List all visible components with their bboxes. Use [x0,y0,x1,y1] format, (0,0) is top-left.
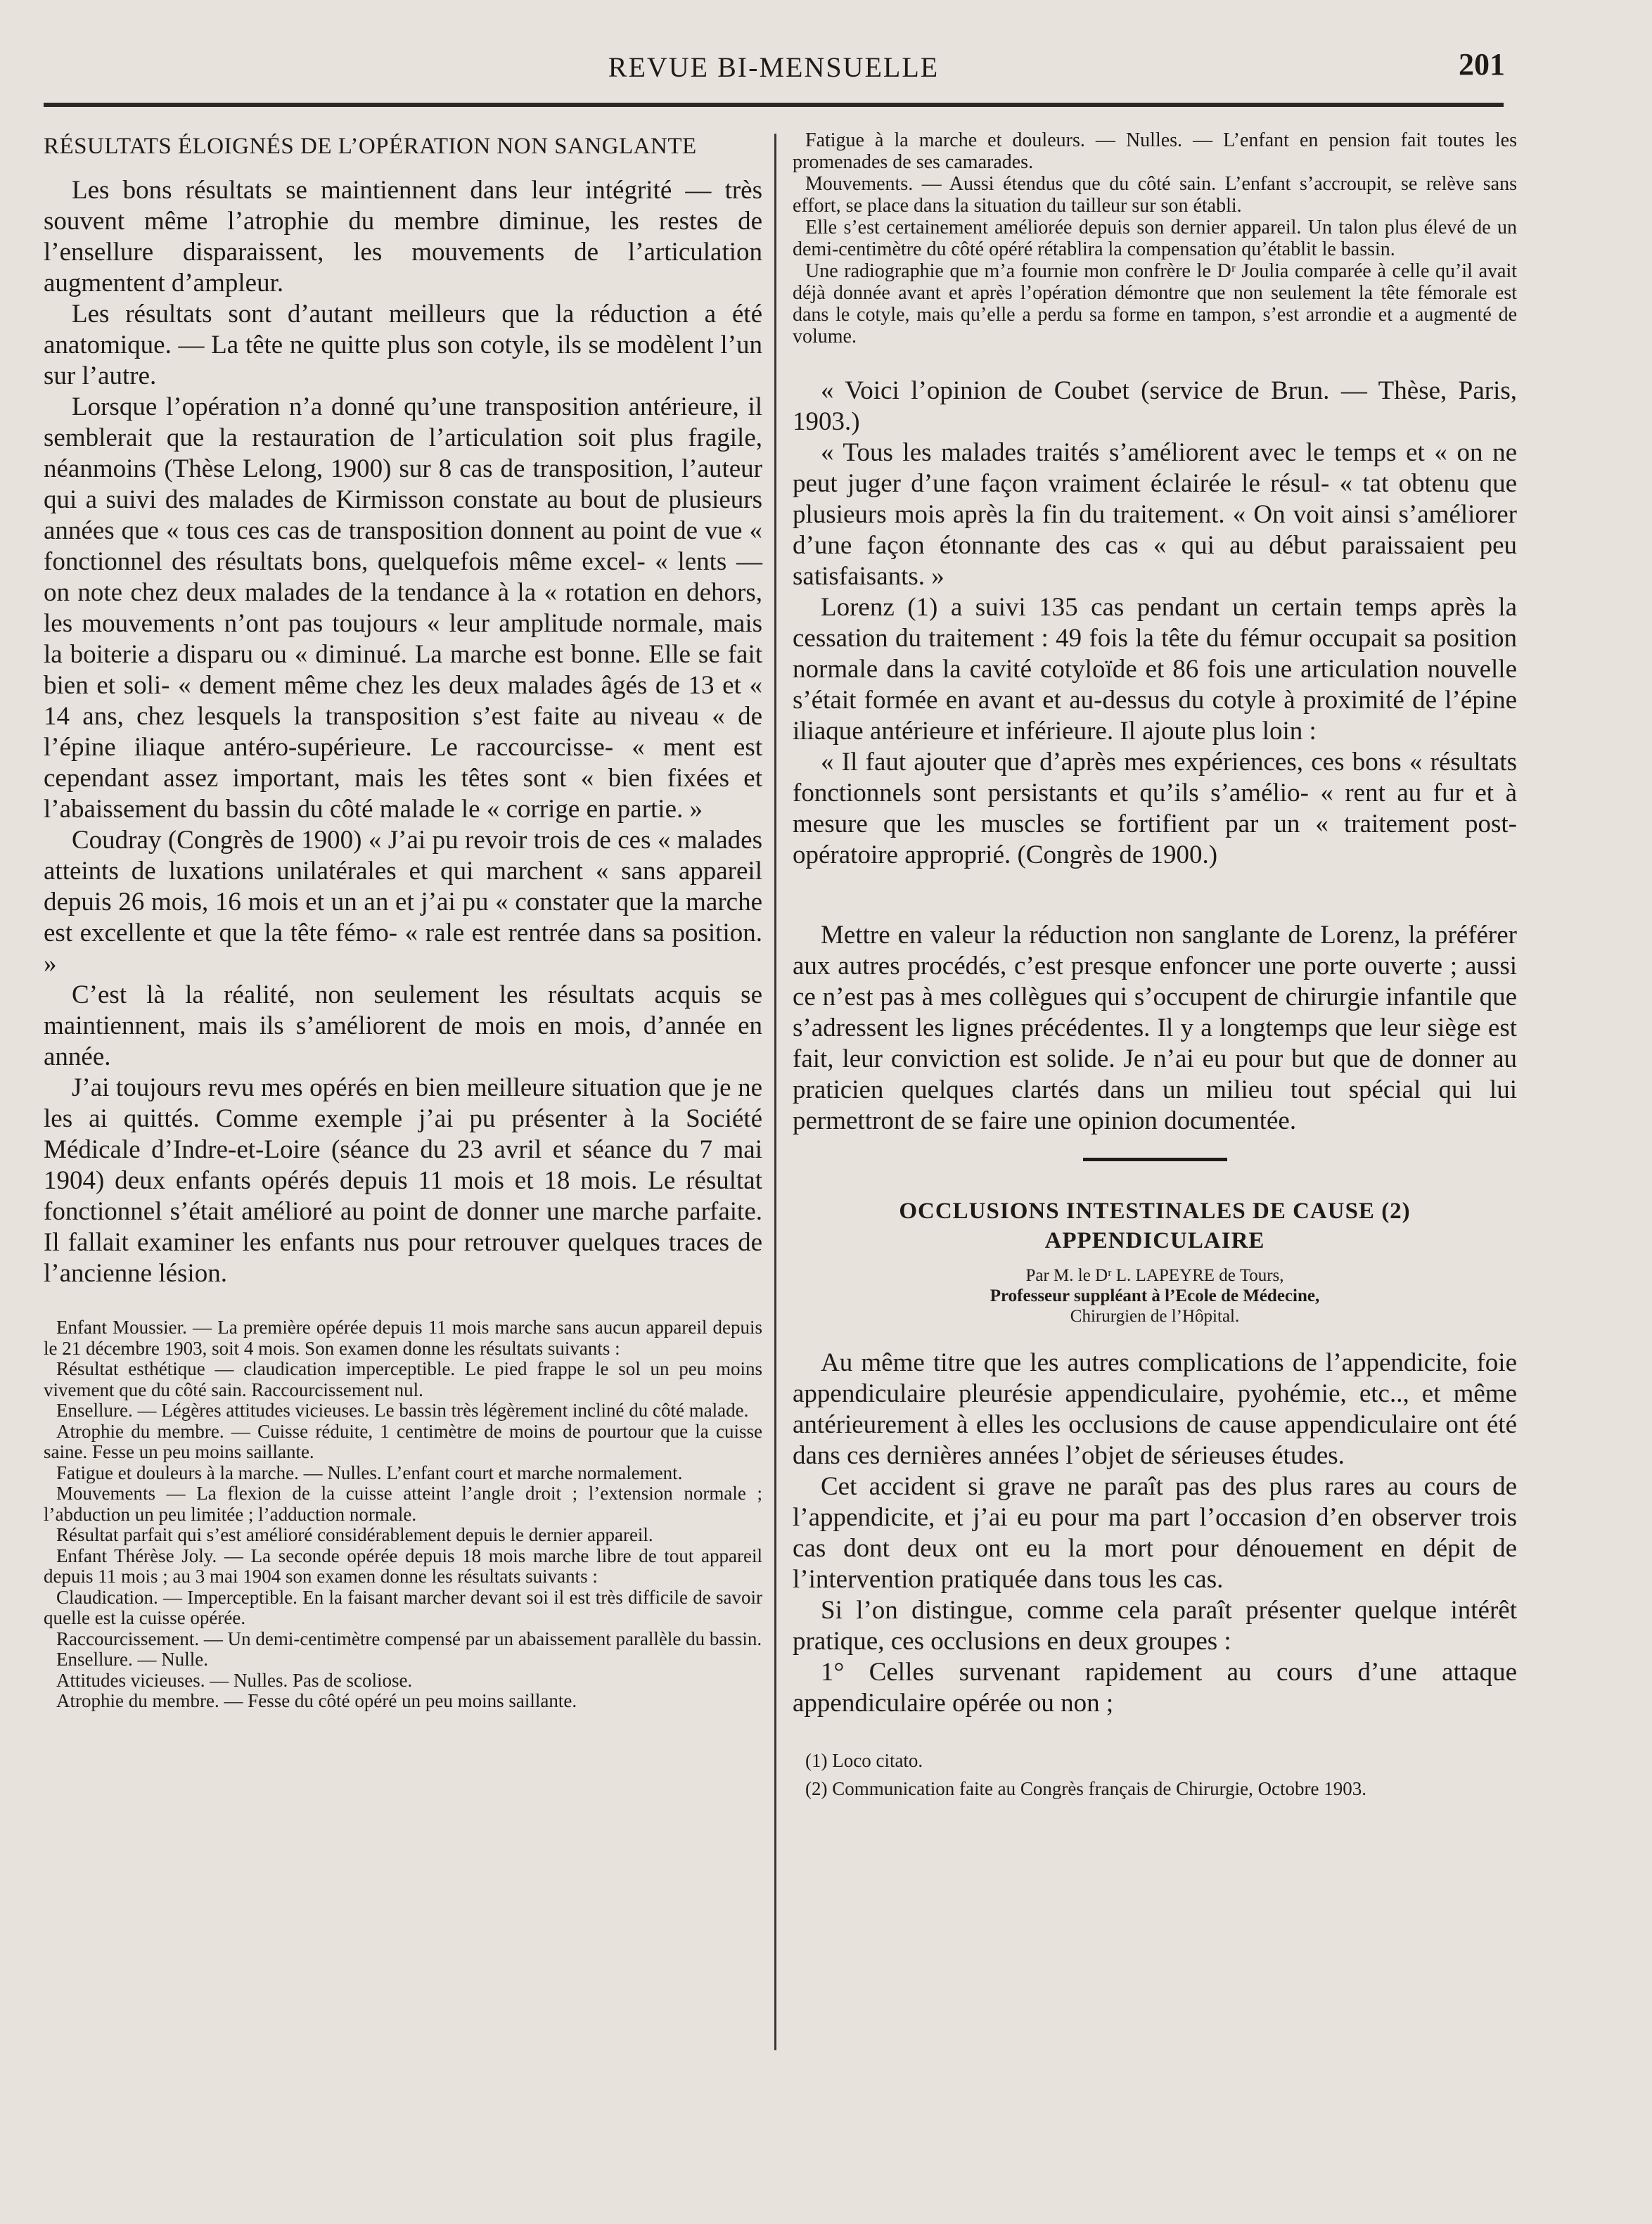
paragraph: Lorsque l’opération n’a donné qu’une transposition antérieure, il semblerait que la restauration de l’articulation soit plus fragile, néanmoins (Thèse Lelong, 1900) sur 8 cas de transposition, l’auteur qui a suivi des malades de Kirmisson constate au bout de plusieurs années que « tous ces cas de transposition donnent au point de vue « fonctionnel des résultats bons, quelquefois même excel- « lents — on note chez deux malades de la tendance à la « rotation en dehors, les mouvements n’ont pas toujours « leur amplitude normale, mais la boiterie a disparu ou « diminué. La marche est bonne. Elle se fait bien et soli- « dement même chez les deux malades âgés de 13 et « 14 ans, chez lesquels la transposition s’est faite au niveau « de l’épine iliaque antéro-supérieure. Le raccourcisse- « ment est cependant assez important, mais les têtes sont « bien fixées et l’abaissement du bassin du côté malade le « corrige en partie. » [44,392,762,824]
byline-author: Par M. le Dʳ L. LAPEYRE de Tours, [1025,1266,1284,1285]
paragraph: « Il faut ajouter que d’après mes expériences, ces bons « résultats fonctionnels sont persistants et qu’ils s’amélio- « rent au fur et à mesure que les muscles se fortifient par un « traitement post-opératoire approprié. (Congrès de 1900.) [793,748,1517,869]
paragraph: « Tous les malades traités s’améliorent avec le temps et « on ne peut juger d’une façon vraiment éclairée le résul- « tat obtenu que plusieurs mois après la fin du traitement. « On voit ainsi s’améliorer d’une façon étonnante des cas « qui au début paraissaient peu satisfaisants. » [793,438,1517,591]
case-note: Atrophie du membre. — Cuisse réduite, 1 centimètre de moins de pourtour que la cuisse saine. Fesse un peu moins saillante. [44,1420,762,1462]
case-note: Mouvements. — Aussi étendus que du côté sain. L’enfant s’accroupit, se relève sans effort, se place dans la situation du tailleur sur son établi. [793,173,1517,217]
footnote: (1) Loco citato. [805,1750,923,1771]
page-header [42,42,1505,91]
section-heading: RÉSULTATS ÉLOIGNÉS DE L’OPÉRATION NON SANGLANTE [44,134,697,159]
paragraph: « Voici l’opinion de Coubet (service de Brun. — Thèse, Paris, 1903.) [793,376,1517,436]
case-note: Ensellure. — Légères attitudes vicieuses. Le bassin très légèrement incliné du côté malade. [56,1400,749,1421]
case-note: Fatigue à la marche et douleurs. — Nulles. — L’enfant en pension fait toutes les promenades de ses camarades. [793,129,1517,173]
paragraph: Si l’on distingue, comme cela paraît présenter quelque intérêt pratique, ces occlusions en deux groupes : [793,1596,1517,1656]
case-note: Résultat parfait qui s’est amélioré considérablement depuis le dernier appareil. [56,1524,653,1545]
header-rule [44,103,1504,107]
case-note: Raccourcissement. — Un demi-centimètre compensé par un abaissement parallèle du bassin. [56,1628,762,1649]
paragraph: Au même titre que les autres complications de l’appendicite, foie appendiculaire pleurésie appendiculaire, pyohémie, etc.., et même antérieurement à elles les occlusions de cause appendiculaire ont été dans ces dernières années l’objet de sérieuses études. [793,1348,1517,1470]
article-title: APPENDICULAIRE [1044,1228,1265,1253]
paragraph: Mettre en valeur la réduction non sanglante de Lorenz, la préférer aux autres procédés, c’est presque enfoncer une porte ouverte ; aussi ce n’est pas à mes collègues qui s’occupent de chirurgie infantile que s’adressent les lignes précédentes. Il y a longtemps que leur siège est fait, leur conviction est solide. Je n’ai eu pour but que de donner au praticien quelques clartés dans un milieu tout spécial qui lui permettront de se faire une opinion documentée. [793,921,1517,1135]
case-note: Atrophie du membre. — Fesse du côté opéré un peu moins saillante. [56,1690,577,1711]
byline-role: Professeur suppléant à l’Ecole de Médecine, [990,1286,1320,1305]
paragraph: J’ai toujours revu mes opérés en bien meilleure situation que je ne les ai quittés. Comme exemple j’ai pu présenter à la Société Médicale d’Indre-et-Loire (séance du 23 avril et séance du 7 mai 1904) deux enfants opérés depuis 11 mois et 18 mois. Le résultat fonctionnel s’était amélioré au point de donner une marche parfaite. Il fallait examiner les enfants nus pour retrouver quelques traces de l’ancienne lésion. [44,1073,762,1288]
case-note: Attitudes vicieuses. — Nulles. Pas de scoliose. [56,1669,413,1691]
paragraph: Lorenz (1) a suivi 135 cas pendant un certain temps après la cessation du traitement : 49 fois la tête du fémur occupait sa position normale dans la cavité cotyloïde et 86 fois une articulation nouvelle s’était formée en avant et au-dessus du cotyle à proximité de l’épine iliaque antérieure et inférieure. Il ajoute plus loin : [793,593,1517,746]
case-notes [44,1317,762,1712]
right-column [793,129,1517,1806]
case-note: Claudication. — Imperceptible. En la faisant marcher devant soi il est très difficile de savoir quelle est la cuisse opérée. [44,1586,762,1628]
paragraph: Cet accident si grave ne paraît pas des plus rares au cours de l’appendicite, et j’ai eu pour ma part l’occasion d’en observer trois cas dont deux ont eu la mort pour dénouement en dépit de l’intervention pratiquée dans tous les cas. [793,1472,1517,1594]
footnotes [793,1750,1517,1799]
paragraph: 1° Celles survenant rapidement au cours d’une attaque appendiculaire opérée ou non ; [793,1658,1517,1718]
footnote: (2) Communication faite au Congrès français de Chirurgie, Octobre 1903. [805,1778,1367,1799]
case-note: Résultat esthétique — claudication imperceptible. Le pied frappe le sol un peu moins vivement que du côté sain. Raccourcissement nul. [44,1358,762,1400]
section-separator-rule [1083,1158,1227,1161]
running-title: REVUE BI-MENSUELLE [608,51,940,83]
case-note: Enfant Thérèse Joly. — La seconde opérée depuis 18 mois marche libre de tout appareil depuis 11 mois ; au 3 mai 1904 son examen donne les résultats suivants : [44,1545,762,1587]
case-note: Ensellure. — Nulle. [56,1649,208,1670]
case-note: Mouvements — La flexion de la cuisse atteint l’angle droit ; l’extension normale ; l’abduction un peu limitée ; l’adduction normale. [44,1483,762,1525]
continued-notes [793,129,1517,347]
case-note: Fatigue et douleurs à la marche. — Nulles. L’enfant court et marche normalement. [56,1462,683,1483]
paragraph: Les bons résultats se maintiennent dans leur intégrité — très souvent même l’atrophie du membre diminue, les restes de l’ensellure disparaissent, les mouvements de l’articulation augmentent d’ampleur. [44,176,762,298]
byline-role: Chirurgien de l’Hôpital. [1070,1307,1240,1326]
paragraph: Les résultats sont d’autant meilleurs que la réduction a été anatomique. — La tête ne quitte plus son cotyle, ils se modèlent l’un sur l’autre. [44,300,762,390]
case-note: Une radiographie que m’a fournie mon confrère le Dʳ Joulia comparée à celle qu’il avait déjà donnée avant et après l’opération démontre que non seulement la tête fémorale est dans le cotyle, mais qu’elle a perdu sa forme en tampon, s’est arrondie et a augmenté de volume. [793,260,1517,347]
article-title: OCCLUSIONS INTESTINALES DE CAUSE (2) [899,1199,1411,1224]
case-note: Enfant Moussier. — La première opérée depuis 11 mois marche sans aucun appareil depuis le 21 décembre 1903, soit 4 mois. Son examen donne les résultats suivants : [44,1317,762,1359]
left-column [44,128,762,1712]
paragraph: Coudray (Congrès de 1900) « J’ai pu revoir trois de ces « malades atteints de luxations unilatérales et qui marchent « sans appareil depuis 26 mois, 16 mois et un an et j’ai pu « constater que la marche est excellente et que la tête fémo- « rale est rentrée dans sa position. » [44,826,762,978]
case-note: Elle s’est certainement améliorée depuis son dernier appareil. Un talon plus élevé de un demi-centimètre du côté opéré rétablira la compensation qu’établit le bassin. [793,217,1517,260]
byline [793,1265,1517,1327]
column-divider [774,134,776,2050]
page-number: 201 [1459,47,1505,82]
paragraph: C’est là la réalité, non seulement les résultats acquis se maintiennent, mais ils s’améliorent de mois en mois, d’année en année. [44,980,762,1071]
